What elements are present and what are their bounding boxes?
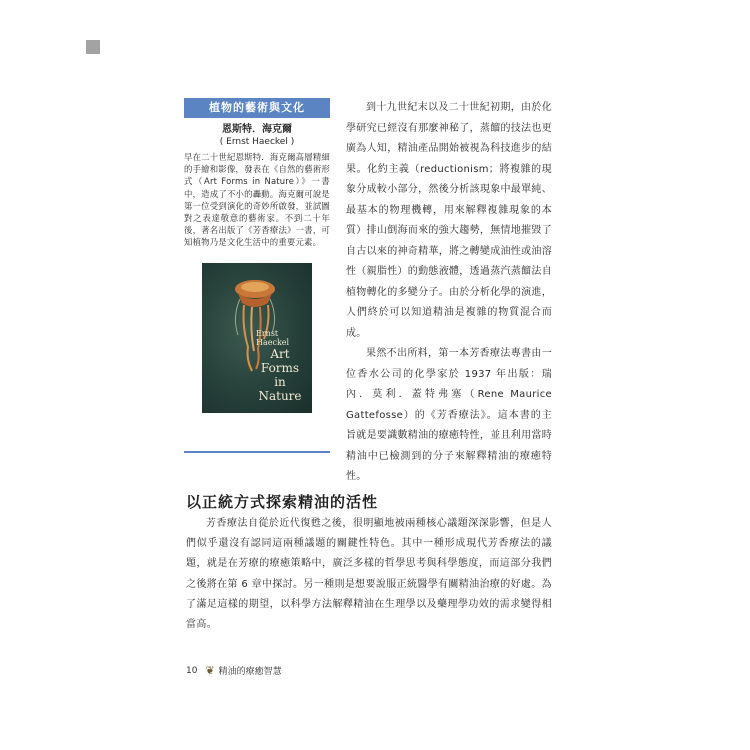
leaf-icon: ❦ (205, 664, 215, 677)
cover-title-line: Art Forms (260, 346, 300, 375)
sidebar-text: 早在二十世紀恩斯特．海克爾高層精細的手繪和影像，發表在《自然的藝術形式（Art Forms in Nature）》一書中，造成了不小的轟動。海克爾可說是第一位受到演化的奇妙所啟發，並試圖對之表達敬意的藝術家。不到二十年後，著名出版了《芳香療法》一書，可知植物乃是文化生活中的重要元素。 (184, 152, 330, 248)
body-paragraph: 到十九世紀末以及二十世紀初期，由於化學研究已經沒有那麼神秘了，蒸餾的技法也更廣為人知，精油產品開始被視為科技進步的結果。化約主義（reductionism；將複雜的現象分成較小部分，然後分析該現象中最單純、最基本的物理機轉，用來解釋複雜現象的本質）排山倒海而來的強大趨勢，無情地摧毀了自古以來的神奇精華，將之轉變成油性或油溶性（親脂性）的動態液體，透過蒸汽蒸餾法自植物轉化的多變分子。由於分析化學的演進，人們終於可以知道精油是複雜的物質混合而成。 (346, 102, 552, 339)
sidebar-box (184, 98, 330, 413)
sidebar-author-english: ( Ernst Haeckel ) (219, 137, 295, 147)
corner-marker (86, 40, 100, 54)
main-text-column (346, 98, 552, 488)
cover-title-line: in (274, 374, 286, 389)
book-cover-image (202, 263, 312, 413)
body-paragraph: 芳香療法自從於近代復甦之後，很明顯地被兩種核心議題深深影響，但是人們似乎還沒有認同這兩種議題的關鍵性特色。其中一種形成現代芳香療法的議題，就是在芳療的療癒策略中，廣泛多樣的哲學思考與科學態度，而這部分我們之後將在第 6 章中探討。另一種則是想要說服正統醫學有關精油治療的好處。為了滿足這樣的期望，以科學方法解釋精油在生理學以及藥理學功效的需求變得相當高。 (186, 518, 552, 631)
page-number: 10 (186, 665, 198, 676)
sidebar-bottom-rule (184, 451, 330, 453)
cover-title (250, 347, 310, 403)
cover-author: Ernst Haeckel (256, 328, 290, 347)
running-title: 精油的療癒智慧 (218, 667, 282, 677)
page-footer (186, 664, 282, 677)
body-paragraph: 果然不出所料，第一本芳香療法專書由一位香水公司的化學家於 1937 年出版：瑞內．莫利．蓋特弗塞（Rene Maurice Gattefosse）的《芳香療法》。這本書的主旨就是要識數精油的療癒特性，並且利用當時精油中已檢測到的分子來解釋精油的療癒特性。 (346, 348, 552, 482)
section-text (186, 514, 552, 635)
cover-title-line: Nature (258, 388, 302, 403)
sidebar-title: 植物的藝術與文化 (184, 98, 330, 118)
sidebar-author-name: 恩斯特．海克爾 (222, 124, 292, 135)
section-heading: 以正統方式探索精油的活性 (186, 493, 379, 511)
